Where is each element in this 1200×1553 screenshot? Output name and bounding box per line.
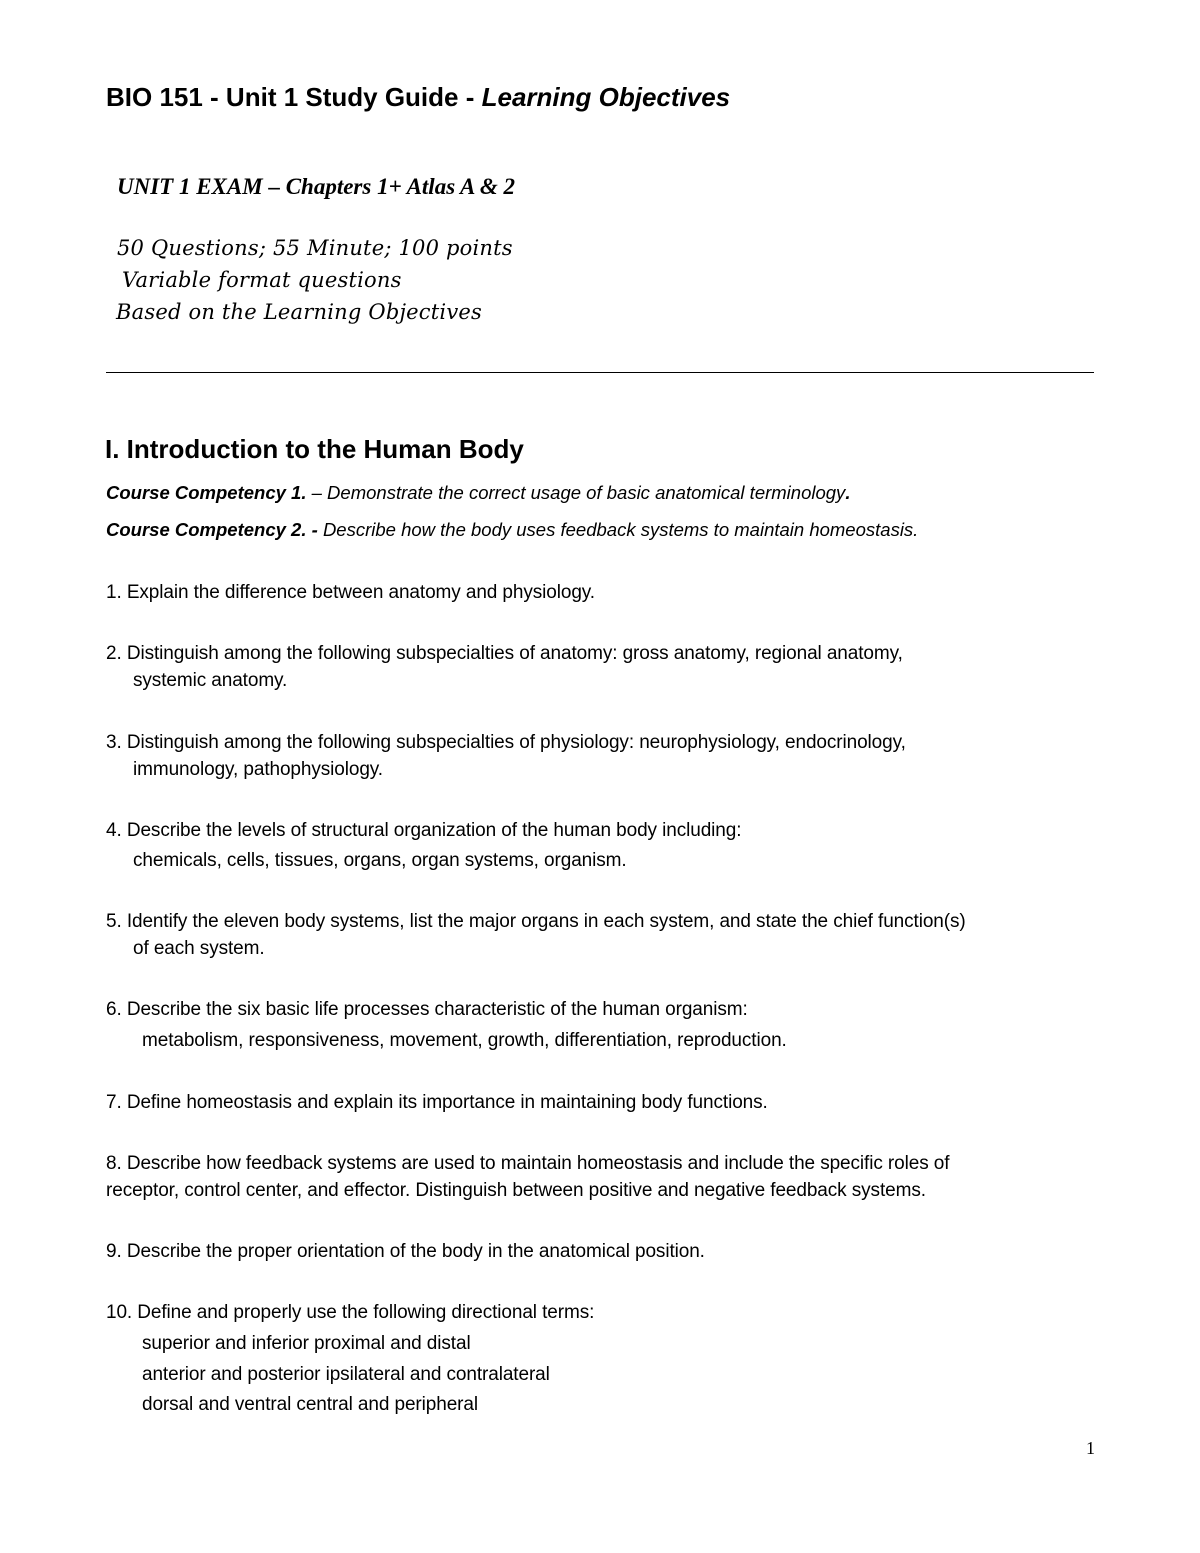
objective-3-continued: immunology, pathophysiology. [133,759,383,780]
course-competency-1 [106,482,850,504]
document-title [106,82,730,113]
objective-3: 3. Distinguish among the following subspecialties of physiology: neurophysiology, endocrinology, [106,732,906,753]
objective-1: 1. Explain the difference between anatomy and physiology. [106,582,595,603]
objective-10-terms-3: dorsal and ventral central and peripheral [142,1394,478,1415]
objective-7: 7. Define homeostasis and explain its importance in maintaining body functions. [106,1092,768,1113]
exam-basis-line: Based on the Learning Objectives [116,300,482,324]
competency-1-text: – Demonstrate the correct usage of basic anatomical terminology [306,482,846,503]
exam-questions-line: 50 Questions; 55 Minute; 100 points [117,236,513,260]
objective-6-continued: metabolism, responsiveness, movement, growth, differentiation, reproduction. [142,1030,787,1051]
objective-2-continued: systemic anatomy. [133,670,288,691]
competency-2-dash: - [306,519,323,540]
horizontal-divider [106,372,1094,373]
objective-8-continued: receptor, control center, and effector. Distinguish between positive and negative feedback systems. [106,1180,926,1201]
objective-10-terms-2: anterior and posterior ipsilateral and contralateral [142,1364,550,1385]
objective-4-continued: chemicals, cells, tissues, organs, organ systems, organism. [133,850,627,871]
course-competency-2 [106,519,918,541]
objective-9: 9. Describe the proper orientation of the body in the anatomical position. [106,1241,705,1262]
objective-6: 6. Describe the six basic life processes characteristic of the human organism: [106,999,748,1020]
objective-2: 2. Distinguish among the following subspecialties of anatomy: gross anatomy, regional anatomy, [106,643,903,664]
competency-1-period: . [845,482,851,503]
title-main: BIO 151 - Unit 1 Study Guide - [106,82,482,112]
competency-1-label: Course Competency 1. [106,482,307,503]
objective-5: 5. Identify the eleven body systems, list the major organs in each system, and state the chief function(s) [106,911,966,932]
objective-10-terms-1: superior and inferior proximal and distal [142,1333,471,1354]
objective-5-continued: of each system. [133,938,265,959]
page-number: 1 [1086,1438,1095,1458]
objective-4: 4. Describe the levels of structural organization of the human body including: [106,820,742,841]
section-heading: I. Introduction to the Human Body [105,434,524,464]
competency-2-label: Course Competency 2. [106,519,307,540]
exam-heading: UNIT 1 EXAM – Chapters 1+ Atlas A & 2 [117,174,516,199]
objective-10: 10. Define and properly use the following directional terms: [106,1302,595,1323]
objective-8: 8. Describe how feedback systems are used to maintain homeostasis and include the specific roles of [106,1153,950,1174]
title-italic: Learning Objectives [481,82,731,112]
competency-2-text: Describe how the body uses feedback systems to maintain homeostasis. [322,519,919,540]
exam-format-line: Variable format questions [122,268,402,292]
